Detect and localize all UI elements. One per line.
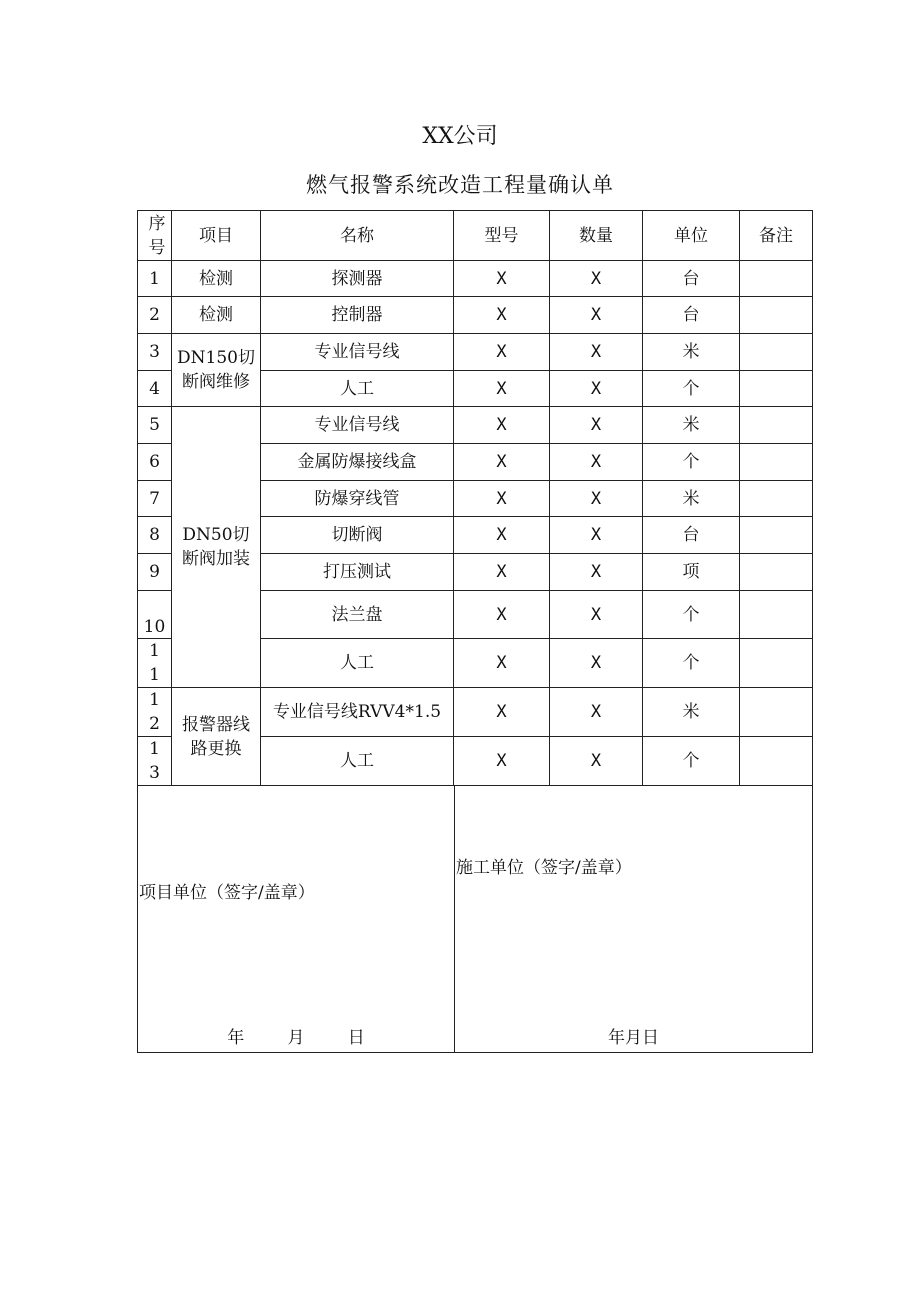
document-title: 燃气报警系统改造工程量确认单 bbox=[306, 173, 614, 197]
row-quantity: X bbox=[550, 407, 643, 444]
table-header-row bbox=[138, 211, 813, 261]
row-name: 专业信号线 bbox=[261, 334, 454, 371]
table-row bbox=[138, 261, 813, 297]
row-model: X bbox=[454, 737, 550, 786]
row-name: 防爆穿线管 bbox=[261, 481, 454, 517]
table-row bbox=[138, 334, 813, 371]
row-quantity: X bbox=[550, 481, 643, 517]
company-name: XX公司 bbox=[422, 124, 498, 149]
row-seq: 1 bbox=[138, 261, 172, 297]
header-seq: 序号 bbox=[138, 211, 172, 261]
row-unit: 米 bbox=[643, 688, 740, 737]
row-seq: 5 bbox=[138, 407, 172, 444]
row-model: X bbox=[454, 371, 550, 407]
row-seq: 3 bbox=[138, 334, 172, 371]
row-quantity: X bbox=[550, 517, 643, 554]
row-seq: 7 bbox=[138, 481, 172, 517]
row-name: 专业信号线 bbox=[261, 407, 454, 444]
row-item-group: DN150切断阀维修 bbox=[172, 334, 261, 407]
row-model: X bbox=[454, 334, 550, 371]
row-name: 金属防爆接线盒 bbox=[261, 444, 454, 481]
row-unit: 个 bbox=[643, 591, 740, 639]
row-unit: 米 bbox=[643, 334, 740, 371]
signature-table bbox=[137, 785, 813, 1053]
row-model: X bbox=[454, 261, 550, 297]
row-remark bbox=[740, 688, 813, 737]
row-name: 探测器 bbox=[261, 261, 454, 297]
project-unit-date: 年 月 日 bbox=[227, 1028, 365, 1048]
row-seq: 9 bbox=[138, 554, 172, 591]
row-remark bbox=[740, 261, 813, 297]
row-unit: 台 bbox=[643, 261, 740, 297]
row-model: X bbox=[454, 591, 550, 639]
row-model: X bbox=[454, 554, 550, 591]
row-quantity: X bbox=[550, 591, 643, 639]
row-name: 法兰盘 bbox=[261, 591, 454, 639]
row-seq: 10 bbox=[138, 591, 172, 639]
row-unit: 米 bbox=[643, 407, 740, 444]
row-seq: 13 bbox=[138, 737, 172, 786]
row-seq: 6 bbox=[138, 444, 172, 481]
row-model: X bbox=[454, 517, 550, 554]
row-model: X bbox=[454, 481, 550, 517]
row-quantity: X bbox=[550, 261, 643, 297]
row-quantity: X bbox=[550, 334, 643, 371]
row-remark bbox=[740, 407, 813, 444]
row-unit: 个 bbox=[643, 737, 740, 786]
header-model: 型号 bbox=[454, 211, 550, 261]
row-seq: 12 bbox=[138, 688, 172, 737]
construction-unit-date: 年月日 bbox=[608, 1028, 659, 1048]
row-seq: 2 bbox=[138, 297, 172, 334]
row-name: 人工 bbox=[261, 371, 454, 407]
row-unit: 米 bbox=[643, 481, 740, 517]
header-remark: 备注 bbox=[740, 211, 813, 261]
row-name: 人工 bbox=[261, 639, 454, 688]
row-remark bbox=[740, 591, 813, 639]
row-item: 检测 bbox=[172, 261, 261, 297]
row-remark bbox=[740, 334, 813, 371]
row-unit: 项 bbox=[643, 554, 740, 591]
quantity-table bbox=[137, 210, 813, 786]
row-model: X bbox=[454, 297, 550, 334]
row-item-group: DN50切断阀加装 bbox=[172, 407, 261, 688]
row-seq: 11 bbox=[138, 639, 172, 688]
row-remark bbox=[740, 371, 813, 407]
row-unit: 个 bbox=[643, 444, 740, 481]
construction-unit-cell[interactable] bbox=[455, 786, 813, 1053]
row-quantity: X bbox=[550, 297, 643, 334]
row-name: 切断阀 bbox=[261, 517, 454, 554]
project-unit-cell[interactable] bbox=[138, 786, 455, 1053]
row-unit: 个 bbox=[643, 639, 740, 688]
row-unit: 台 bbox=[643, 297, 740, 334]
row-unit: 台 bbox=[643, 517, 740, 554]
table-row bbox=[138, 407, 813, 444]
row-quantity: X bbox=[550, 371, 643, 407]
row-unit: 个 bbox=[643, 371, 740, 407]
header-unit: 单位 bbox=[643, 211, 740, 261]
table-row bbox=[138, 297, 813, 334]
row-remark bbox=[740, 444, 813, 481]
row-model: X bbox=[454, 407, 550, 444]
row-remark bbox=[740, 639, 813, 688]
row-remark bbox=[740, 737, 813, 786]
row-quantity: X bbox=[550, 444, 643, 481]
row-model: X bbox=[454, 444, 550, 481]
row-quantity: X bbox=[550, 688, 643, 737]
row-quantity: X bbox=[550, 639, 643, 688]
row-remark bbox=[740, 297, 813, 334]
table-row bbox=[138, 688, 813, 737]
row-model: X bbox=[454, 639, 550, 688]
row-seq: 8 bbox=[138, 517, 172, 554]
row-quantity: X bbox=[550, 737, 643, 786]
row-remark bbox=[740, 554, 813, 591]
row-seq: 4 bbox=[138, 371, 172, 407]
row-name: 专业信号线RVV4*1.5 bbox=[261, 688, 454, 737]
row-item: 检测 bbox=[172, 297, 261, 334]
row-name: 控制器 bbox=[261, 297, 454, 334]
construction-unit-label: 施工单位（签字/盖章） bbox=[456, 858, 632, 878]
row-name: 人工 bbox=[261, 737, 454, 786]
row-model: X bbox=[454, 688, 550, 737]
header-quantity: 数量 bbox=[550, 211, 643, 261]
row-item-group: 报警器线路更换 bbox=[172, 688, 261, 786]
row-remark bbox=[740, 481, 813, 517]
row-remark bbox=[740, 517, 813, 554]
header-item: 项目 bbox=[172, 211, 261, 261]
project-unit-label: 项目单位（签字/盖章） bbox=[139, 883, 315, 903]
header-name: 名称 bbox=[261, 211, 454, 261]
row-name: 打压测试 bbox=[261, 554, 454, 591]
row-quantity: X bbox=[550, 554, 643, 591]
